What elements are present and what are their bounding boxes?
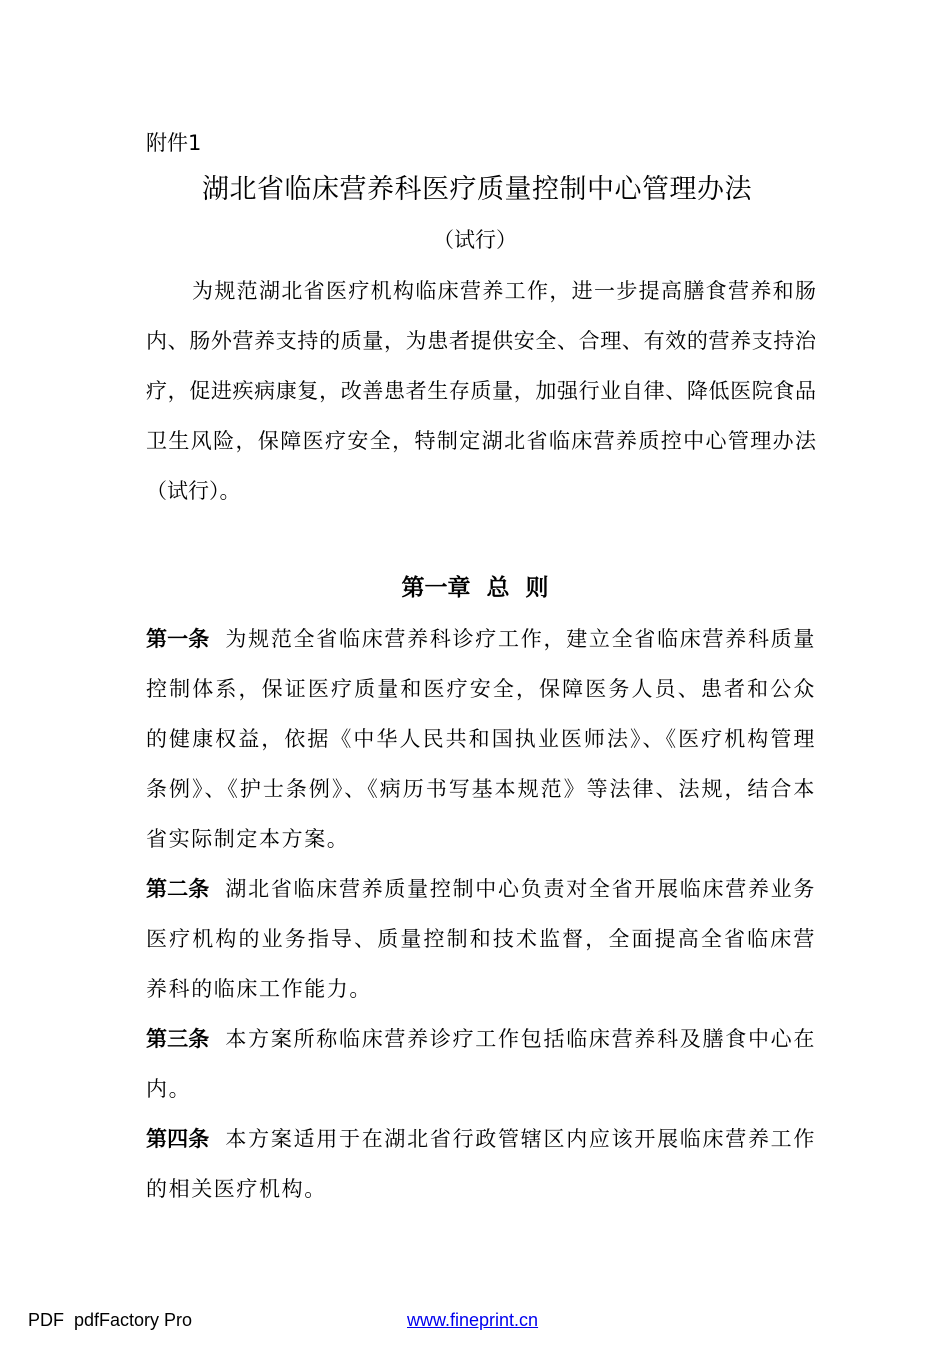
pdf-generator-label: PDF pdfFactory Pro <box>28 1310 193 1330</box>
preamble-paragraph: 为规范湖北省医疗机构临床营养工作，进一步提高膳食营养和肠内、肠外营养支持的质量，为患者提供安全、合理、有效的营养支持治疗，促进疾病康复，改善患者生存质量，加强行业自律、降低医院食品卫生风险，保障医疗安全，特制定湖北省临床营养质控中心管理办法（试行）。 <box>146 279 816 503</box>
document-title: 湖北省临床营养科医疗质量控制中心管理办法 <box>202 174 752 205</box>
article-text: 本方案所称临床营养诊疗工作包括临床营养科及膳食中心在内。 <box>146 1027 816 1101</box>
article-4 <box>146 1114 816 1214</box>
attachment-label: 附件1 <box>146 131 202 155</box>
article-text: 湖北省临床营养质量控制中心负责对全省开展临床营养业务医疗机构的业务指导、质量控制和技术监督，全面提高全省临床营养科的临床工作能力。 <box>146 877 816 1001</box>
article-number: 第三条 <box>146 1027 210 1051</box>
article-1 <box>146 614 816 864</box>
article-2 <box>146 864 816 1014</box>
article-number: 第四条 <box>146 1127 210 1151</box>
fineprint-link[interactable]: www.fineprint.cn <box>407 1310 539 1330</box>
article-number: 第二条 <box>146 877 210 901</box>
article-number: 第一条 <box>146 627 210 651</box>
document-subtitle: （试行） <box>433 228 517 252</box>
article-text: 为规范全省临床营养科诊疗工作，建立全省临床营养科质量控制体系，保证医疗质量和医疗安全，保障医务人员、患者和公众的健康权益，依据《中华人民共和国执业医师法》、《医疗机构管理条例》、《护士条例》、《病历书写基本规范》等法律、法规，结合本省实际制定本方案。 <box>146 627 816 851</box>
article-text: 本方案适用于在湖北省行政管辖区内应该开展临床营养工作的相关医疗机构。 <box>146 1127 816 1201</box>
article-3 <box>146 1014 816 1114</box>
chapter-heading: 第一章 总 则 <box>401 575 549 601</box>
